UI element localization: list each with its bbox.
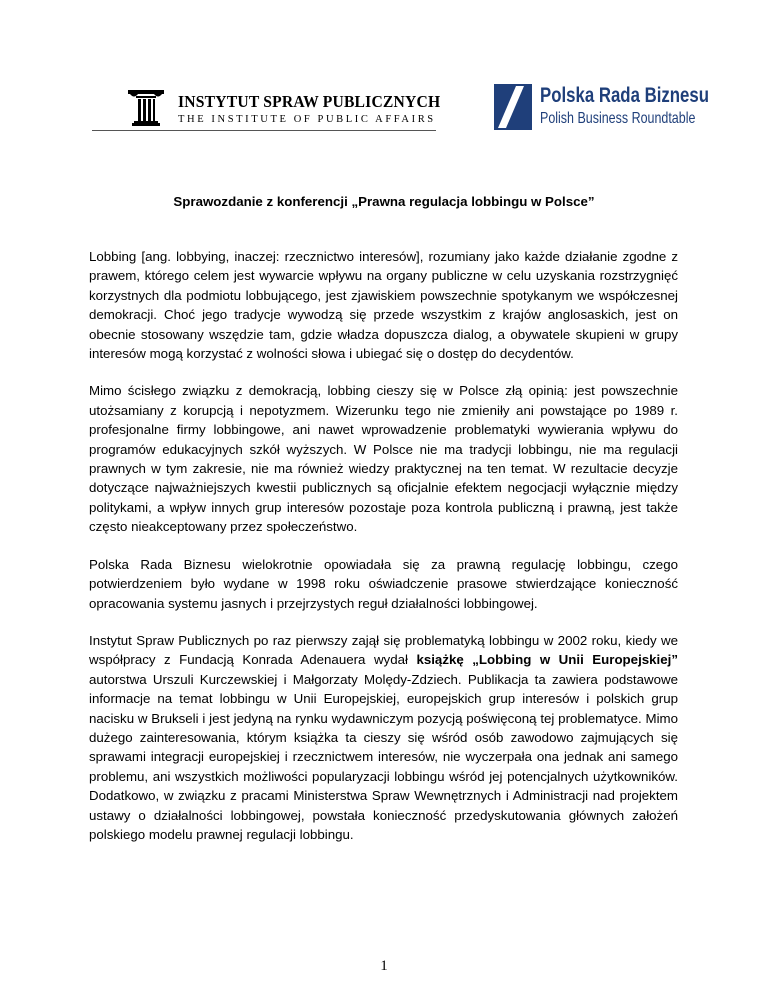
page-number: 1 <box>380 958 388 974</box>
book-title-bold: książkę „Lobbing w Unii Europejskiej” <box>416 652 678 668</box>
paragraph-4-text-1: Instytut Spraw Publicznych po raz pierwszy zajął się problematyką lobbingu w 2002 roku, kiedy we współpracy z Fundacją Konrada Adenauera wydał <box>89 632 678 668</box>
paragraph-3: Polska Rada Biznesu wielokrotnie opowiadała się za prawną regulację lobbingu, czego potwierdzeniem było wydane w 1998 roku oświadczenie prasowe stwierdzające konieczność opracowania systemu jasnych i przejrzystych reguł działalności lobbingowej. <box>89 556 678 611</box>
prb-logo-name: Polska Rada Biznesu <box>540 84 709 107</box>
document-title: Sprawozdanie z konferencji „Prawna regulacja lobbingu w Polsce” <box>173 194 595 209</box>
paragraph-4 <box>89 631 678 844</box>
isp-logo <box>126 84 441 134</box>
paragraph-1: Lobbing [ang. lobbying, inaczej: rzecznictwo interesów], rozumiany jako każde działanie zgodne z prawem, którego celem jest wywarcie wpływu na organy publiczne w celu uzyskania rozstrzygnięć korzystnych dla podmiotu lobbującego, jest zjawiskiem powszechnie spotykanym we współczesnej demokracji. Choć jego tradycje wywodzą się przede wszystkim z krajów anglosaskich, jest on obecnie stosowany wszędzie tam, gdzie władza dopuszcza dialog, a obywatele skupieni w grupy interesów mogą korzystać z wolności słowa i ubiegać się o dostęp do decydentów. <box>89 249 678 362</box>
isp-logo-name: INSTYTUT SPRAW PUBLICZNYCH <box>178 92 441 111</box>
column-icon <box>126 90 166 126</box>
isp-logo-rule <box>92 130 436 131</box>
document-body <box>89 247 678 844</box>
prb-logo-subtitle: Polish Business Roundtable <box>540 110 696 127</box>
prb-logo-mark-icon <box>494 84 532 130</box>
prb-logo <box>494 84 724 134</box>
paragraph-4-text-2: autorstwa Urszuli Kurczewskiej i Małgorzaty Molędy-Zdziech. Publikacja ta zawiera podstawowe informacje na temat lobbingu w Unii Europejskiej, europejskich grup interesów i polskich grup nacisku w Brukseli i jest jedyną na rynku wydawniczym pozycją poświęconą tej problematyce. Mimo dużego zainteresowania, którym książka ta cieszy się wśród osób zawodowo zajmujących się sprawami integracji europejskiej i rzecznictwem interesów, nie wyczerpała ona jednak ani samego problemu, ani wszystkich możliwości popularyzacji lobbingu wśród jej potencjalnych użytkowników. Dodatkowo, w związku z pracami Ministerstwa Spraw Wewnętrznych i Administracji nad projektem ustawy o działalności lobbingowej, powstała konieczność przedyskutowania głównych założeń polskiego modelu prawnej regulacji lobbingu. <box>89 671 678 842</box>
isp-logo-subtitle: THE INSTITUTE OF PUBLIC AFFAIRS <box>178 114 436 125</box>
paragraph-2: Mimo ścisłego związku z demokracją, lobbing cieszy się w Polsce złą opinią: jest powszechnie utożsamiany z korupcją i nepotyzmem. Wizerunku tego nie zmieniły ani powstające po 1989 r. profesjonalne firmy lobbingowe, ani nawet wprowadzenie problematyki wywierania wpływu do programów edukacyjnych szkół wyższych. W Polsce nie ma tradycji lobbingu, nie ma regulacji prawnych w tym zakresie, nie ma również wiedzy praktycznej na ten temat. W rezultacie decyzje dotyczące najważniejszych kwestii publicznych są oficjalnie efektem negocjacji wyłącznie między politykami, a wpływ innych grup interesów pozostaje poza kontrola publiczną i prawną, jest także często nieakceptowany przez społeczeństwo. <box>89 383 678 535</box>
